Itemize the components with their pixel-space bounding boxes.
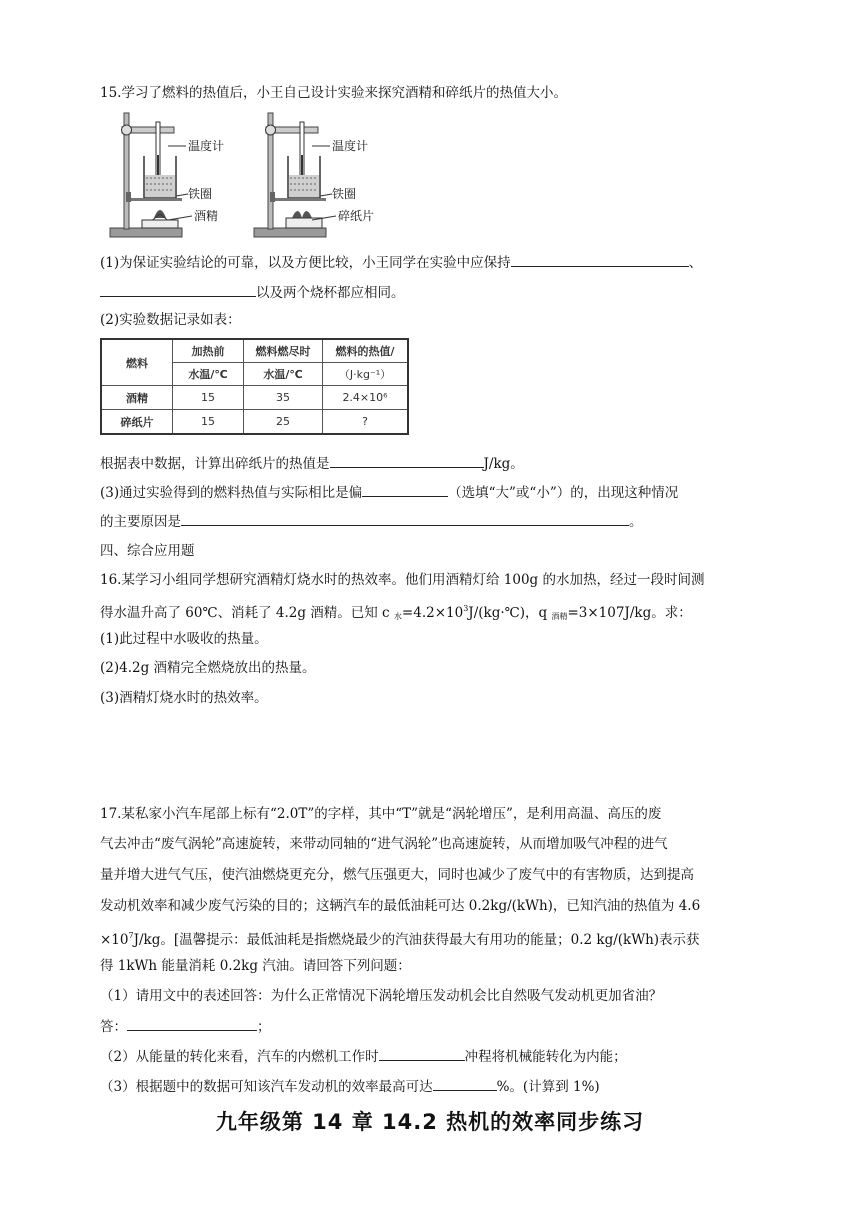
section-heading: 四、综合应用题 (100, 543, 195, 559)
q15-part1-line1 (100, 252, 702, 273)
q15-part3-text: (3)通过实验得到的燃料热值与实际相比是偏 (100, 485, 363, 501)
q15-calc-text: 根据表中数据，计算出碎纸片的热值是 (100, 456, 330, 472)
q17-answer-line (100, 1016, 271, 1037)
answer-blank[interactable] (362, 482, 448, 497)
superscript: 7 (128, 931, 134, 940)
q17-sub3-tail: %。(计算到 1%) (496, 1079, 600, 1095)
answer-blank[interactable] (379, 1046, 465, 1061)
subscript: 酒精 (551, 612, 568, 621)
q15-part1-line2 (100, 282, 405, 303)
header-before: 加热前 (173, 339, 244, 363)
q15-part3-hint: （选填“大”或“小”）的，出现这种情况 (448, 485, 679, 501)
data-table (100, 338, 409, 435)
q17-line2: 气去冲击“废气涡轮”高速旋转，来带动同轴的“进气涡轮”也高速旋转，从而增加吸气冲程的进气 (100, 836, 668, 852)
table-cell: 15 (173, 410, 244, 435)
q16-text: J/(kg·℃)，q (468, 605, 552, 621)
period-text: 。 (629, 514, 643, 530)
answer-blank[interactable] (181, 511, 629, 526)
table-cell: 2.4×10⁶ (323, 386, 409, 410)
apparatus-figure-paper (252, 110, 402, 240)
fuel-label: 酒精 (194, 209, 219, 223)
table-header-row (101, 339, 408, 363)
table-cell: 酒精 (101, 386, 173, 410)
separator-text: 、 (688, 255, 703, 271)
table-row (101, 386, 408, 410)
q15-part1-text: (1)为保证实验结论的可靠，以及方便比较，小王同学在实验中应保持 (100, 255, 511, 271)
q17-sub2-text: （2）从能量的转化来看，汽车的内燃机工作时 (100, 1049, 379, 1065)
table-cell: 碎纸片 (101, 410, 173, 435)
q15-calc-line (100, 453, 524, 474)
semicolon-text: ； (257, 1019, 271, 1035)
table-row (101, 410, 408, 435)
q17-sub1: （1）请用文中的表述回答：为什么正常情况下涡轮增压发动机会比自然吸气发动机更加省油？ (100, 988, 663, 1004)
q17-text: J/kg。[温馨提示：最低油耗是指燃烧最少的汽油获得最大有用功的能量；0.2 kg/(kWh)表示获 (133, 932, 700, 948)
q17-sub3 (100, 1076, 600, 1097)
q17-text: ×10 (100, 932, 129, 948)
q15-part3-reason: 的主要原因是 (100, 514, 181, 530)
table-cell: ? (323, 410, 409, 435)
q16-sub3: (3)酒精灯烧水时的热效率。 (100, 690, 268, 706)
q16-sub1: (1)此过程中水吸收的热量。 (100, 631, 268, 647)
thermometer-label: 温度计 (188, 139, 225, 153)
q16-text: =4.2×10 (401, 605, 464, 621)
q15-part2: (2)实验数据记录如表： (100, 312, 241, 328)
header-fuel: 燃料 (101, 339, 173, 386)
header-heat-unit: （J·kg⁻¹） (323, 363, 409, 386)
q17-line4: 发动机效率和减少废气污染的目的；这辆汽车的最低油耗可达 0.2kg/(kWh)，已知汽油的热值为 4.6 (100, 898, 701, 914)
q16-line2 (100, 599, 692, 627)
table-cell: 25 (244, 410, 323, 435)
q17-sub3-text: （3）根据题中的数据可知该汽车发动机的效率最高可达 (100, 1079, 433, 1095)
answer-label: 答： (100, 1019, 127, 1035)
q17-sub2-tail: 冲程将机械能转化为内能； (464, 1049, 627, 1065)
page-title: 九年级第 14 章 14.2 热机的效率同步练习 (215, 1110, 645, 1134)
q15-part3-line1 (100, 482, 678, 503)
answer-blank[interactable] (433, 1076, 497, 1091)
header-before-unit: 水温/℃ (173, 363, 244, 386)
q17-line1: 17.某私家小汽车尾部上标有“2.0T”的字样，其中“T”就是“涡轮增压”，是利用高温、高压的废 (100, 806, 662, 822)
answer-blank[interactable] (330, 453, 484, 468)
superscript: 3 (463, 604, 469, 613)
header-heat-value: 燃料的热值/ (323, 339, 409, 363)
table-cell: 15 (173, 386, 244, 410)
answer-blank[interactable] (511, 252, 689, 267)
header-after: 燃料燃尽时 (244, 339, 323, 363)
q16-text: 得水温升高了 60℃、消耗了 4.2g 酒精。已知 c (100, 605, 394, 621)
iron-ring-label: 铁圈 (188, 187, 213, 201)
q16-line1: 16.某学习小组同学想研究酒精灯烧水时的热效率。他们用酒精灯给 100g 的水加热，经过一段时间测 (100, 572, 705, 588)
q17-line5 (100, 926, 700, 950)
q16-text: =3×107J/kg。求： (567, 605, 692, 621)
header-after-unit: 水温/℃ (244, 363, 323, 386)
subscript: 水 (393, 612, 402, 621)
q15-part3-line2 (100, 511, 643, 532)
q15-stem: 15.学习了燃料的热值后，小王自己设计实验来探究酒精和碎纸片的热值大小。 (100, 85, 567, 101)
thermometer-label: 温度计 (332, 139, 369, 153)
q16-sub2: (2)4.2g 酒精完全燃烧放出的热量。 (100, 660, 316, 676)
q15-part1-tail: 以及两个烧杯都应相同。 (256, 285, 405, 301)
q17-line6: 得 1kWh 能量消耗 0.2kg 汽油。请回答下列问题： (100, 958, 411, 974)
q17-line3: 量并增大进气气压，使汽油燃烧更充分，燃气压强更大，同时也减少了废气中的有害物质，达到提高 (100, 867, 694, 883)
apparatus-figure-alcohol (108, 110, 258, 240)
answer-blank[interactable] (127, 1016, 257, 1031)
q17-sub2 (100, 1046, 627, 1067)
iron-ring-label: 铁圈 (332, 187, 357, 201)
fuel-label: 碎纸片 (338, 209, 375, 223)
unit-text: J/kg。 (483, 456, 524, 472)
answer-blank[interactable] (100, 282, 256, 297)
table-cell: 35 (244, 386, 323, 410)
